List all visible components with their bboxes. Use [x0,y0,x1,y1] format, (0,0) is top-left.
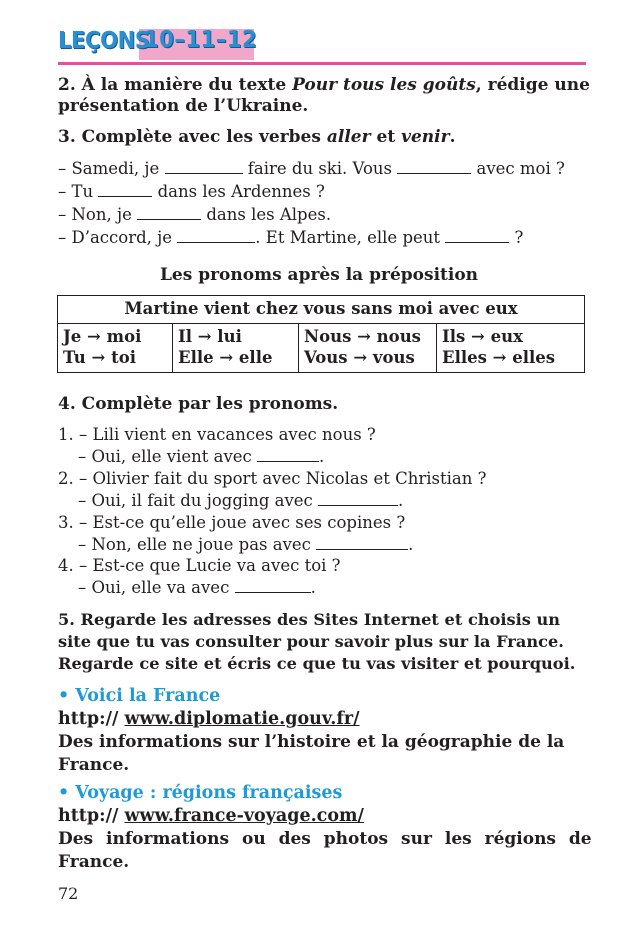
exercise-4-answer-3: – Non, elle ne joue pas avec . [78,535,414,554]
site-2-description-line-2: France. [58,852,130,872]
exercise-3-line-1: – Samedi, je faire du ski. Vous avec moi ? [58,159,565,178]
site-2-title: • Voyage : régions françaises [58,783,343,803]
pronoun-pair: Nous → nous [304,327,421,346]
pronoun-pair: Je → moi [63,327,142,346]
answer-blank[interactable] [235,578,311,593]
exercise-4-title: 4. Complète par les pronoms. [58,394,339,414]
pronoun-cell [436,324,584,372]
answer-blank[interactable] [137,205,201,220]
site-1-description-line-1: Des informations sur l’histoire et la géographie de la [58,732,565,752]
pronoun-table-header [58,296,584,324]
exercise-4-answer-4: – Oui, elle va avec . [78,578,316,597]
pronoun-cell [58,324,172,372]
exercise-2-line-1: 2. À la manière du texte Pour tous les goûts, rédige une [58,75,590,95]
exercise-5-line-2: site que tu vas consulter pour savoir plus sur la France. [58,632,564,651]
answer-blank[interactable] [397,159,471,174]
pronoun-pair: Elles → elles [442,348,556,367]
answer-blank[interactable] [165,159,243,174]
exercise-4-question-4: 4. – Est-ce que Lucie va avec toi ? [58,556,341,575]
pronoun-cell [298,324,436,372]
site-2-address: http:// www.france-voyage.com/ [58,806,364,826]
pronoun-pair: Vous → vous [304,348,415,367]
answer-blank[interactable] [257,447,319,462]
exercise-4-question-2: 2. – Olivier fait du sport avec Nicolas et Christian ? [58,469,487,488]
grammar-heading: Les pronoms après la préposition [159,265,479,285]
answer-blank[interactable] [177,228,255,243]
site-1-link[interactable]: www.diplomatie.gouv.fr/ [124,709,360,729]
pronoun-pair: Ils → eux [442,327,523,346]
exercise-4-question-3: 3. – Est-ce qu’elle joue avec ses copines ? [58,513,406,532]
site-1-title: • Voici la France [58,686,221,706]
pronoun-pair: Il → lui [178,327,242,346]
lessons-label: LEÇONS [58,28,150,54]
answer-blank[interactable] [98,182,152,197]
exercise-4-question-1: 1. – Lili vient en vacances avec nous ? [58,425,376,444]
pronoun-pair: Tu → toi [63,348,136,367]
pronoun-table-header-text: Martine vient chez vous sans moi avec eux [124,299,518,318]
exercise-3-line-4: – D’accord, je . Et Martine, elle peut ? [58,228,524,247]
pronoun-pair: Elle → elle [178,348,273,367]
exercise-4-answer-1: – Oui, elle vient avec . [78,447,325,466]
site-2-description-line-1: Des informations ou des photos sur les régions de [58,829,592,849]
answer-blank[interactable] [445,228,509,243]
answer-blank[interactable] [316,535,408,550]
site-2-link[interactable]: www.france-voyage.com/ [124,806,364,826]
exercise-4-answer-2: – Oui, il fait du jogging avec . [78,491,404,510]
page-number: 72 [58,884,79,903]
pronoun-table [57,295,585,373]
site-1-description-line-2: France. [58,755,130,775]
exercise-2-line-2: présentation de l’Ukraine. [58,96,309,116]
exercise-5-line-3: Regarde ce site et écris ce que tu vas visiter et pourquoi. [58,654,576,673]
exercise-5-line-1: 5. Regarde les adresses des Sites Internet et choisis un [58,610,561,629]
exercise-3-line-3: – Non, je dans les Alpes. [58,205,332,224]
exercise-3-title: 3. Complète avec les verbes aller et venir. [58,127,456,147]
lessons-numbers: 10–11–12 [144,27,258,53]
exercise-3-line-2: – Tu dans les Ardennes ? [58,182,325,201]
answer-blank[interactable] [318,491,398,506]
header-rule [58,62,586,65]
pronoun-cell [172,324,298,372]
site-1-address: http:// www.diplomatie.gouv.fr/ [58,709,360,729]
